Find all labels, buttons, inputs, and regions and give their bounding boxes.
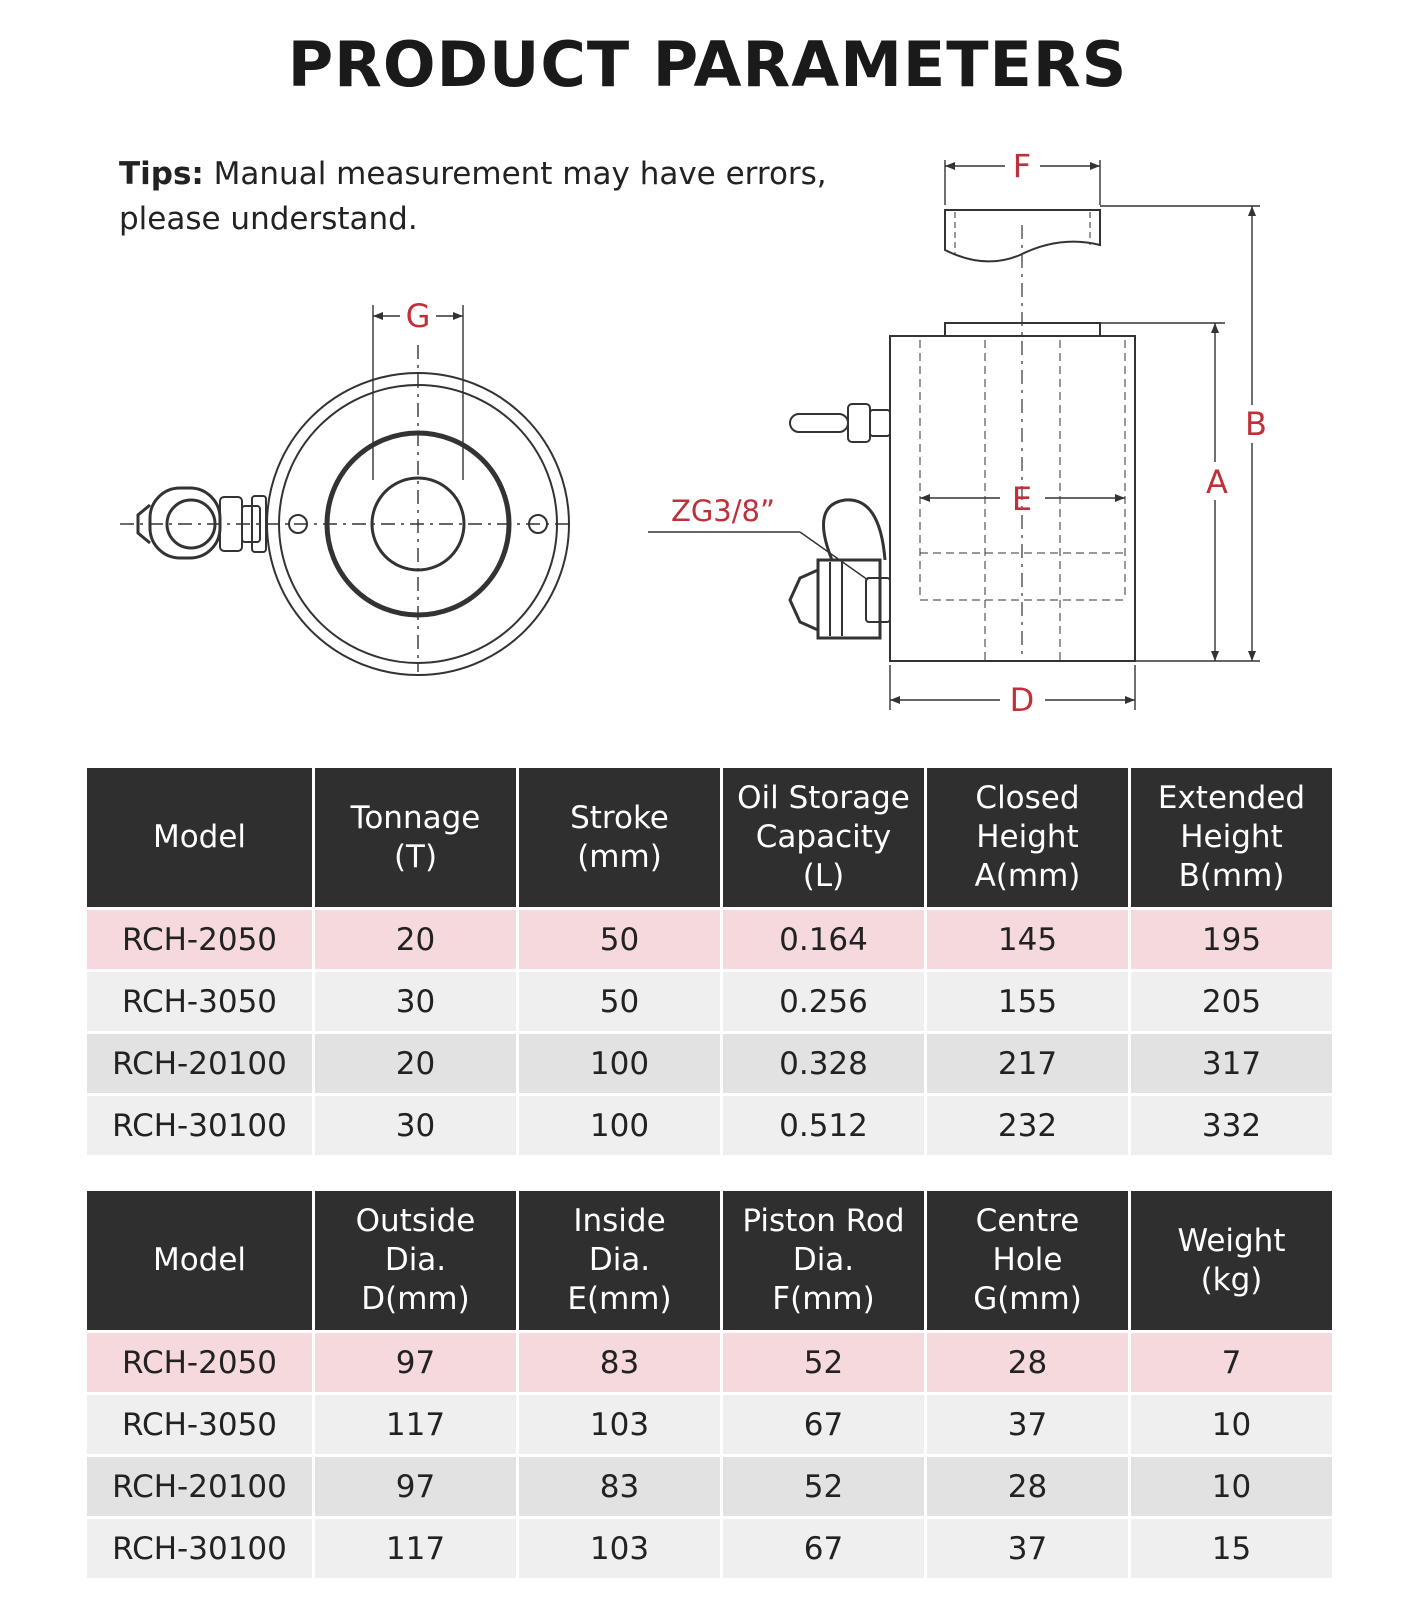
- table-cell: 232: [927, 1096, 1128, 1155]
- table-cell: 37: [927, 1395, 1128, 1454]
- table-cell: 15: [1131, 1519, 1332, 1578]
- column-header: [315, 1191, 516, 1330]
- table-cell: 97: [315, 1333, 516, 1392]
- model-cell: RCH-20100: [87, 1034, 312, 1093]
- model-cell: RCH-30100: [87, 1519, 312, 1578]
- table-cell: 67: [723, 1519, 924, 1578]
- column-header-line: Inside: [573, 1203, 666, 1239]
- table-row: [87, 910, 1332, 969]
- column-header-line: G(mm): [973, 1281, 1082, 1317]
- table-cell: 10: [1131, 1457, 1332, 1516]
- column-header-line: B(mm): [1178, 858, 1285, 894]
- dim-label-e: E: [1011, 480, 1033, 518]
- column-header-line: Dia.: [588, 1242, 651, 1278]
- model-cell: RCH-2050: [87, 1333, 312, 1392]
- table-cell: 117: [315, 1519, 516, 1578]
- column-header: [87, 768, 312, 907]
- column-header-line: Height: [1180, 819, 1283, 855]
- model-cell: RCH-2050: [87, 910, 312, 969]
- table-cell: 97: [315, 1457, 516, 1516]
- table-row: [87, 1519, 1332, 1578]
- table-cell: 205: [1131, 972, 1332, 1031]
- table-cell: 117: [315, 1395, 516, 1454]
- table-row: [87, 1034, 1332, 1093]
- table-cell: 100: [519, 1034, 720, 1093]
- table-cell: 0.256: [723, 972, 924, 1031]
- column-header-line: Piston Rod: [742, 1203, 905, 1239]
- table-cell: 30: [315, 1096, 516, 1155]
- column-header-line: A(mm): [974, 858, 1081, 894]
- table-cell: 332: [1131, 1096, 1332, 1155]
- column-header: [1131, 768, 1332, 907]
- table-cell: 83: [519, 1457, 720, 1516]
- column-header-line: (kg): [1200, 1261, 1263, 1298]
- column-header: [927, 1191, 1128, 1330]
- table-header-row: [87, 1191, 1332, 1330]
- table-row: [87, 1333, 1332, 1392]
- dim-label-g: G: [405, 297, 431, 335]
- column-header-line: D(mm): [361, 1281, 470, 1317]
- column-header-line: E(mm): [567, 1281, 672, 1317]
- table-cell: 7: [1131, 1333, 1332, 1392]
- table-cell: 30: [315, 972, 516, 1031]
- model-cell: RCH-30100: [87, 1096, 312, 1155]
- dim-label-b: B: [1245, 405, 1267, 443]
- table-cell: 52: [723, 1457, 924, 1516]
- column-header-line: Dia.: [384, 1242, 447, 1278]
- table-cell: 52: [723, 1333, 924, 1392]
- table-header-row: [87, 768, 1332, 907]
- column-header: [87, 1191, 312, 1330]
- table-cell: 317: [1131, 1034, 1332, 1093]
- column-header-line: Stroke: [570, 799, 669, 836]
- table-row: [87, 972, 1332, 1031]
- column-header-line: Model: [152, 819, 247, 855]
- column-header-line: Height: [976, 819, 1079, 855]
- table-cell: 28: [927, 1457, 1128, 1516]
- table-cell: 195: [1131, 910, 1332, 969]
- table-cell: 83: [519, 1333, 720, 1392]
- table-cell: 155: [927, 972, 1128, 1031]
- table-cell: 145: [927, 910, 1128, 969]
- table-cell: 100: [519, 1096, 720, 1155]
- column-header-line: Weight: [1177, 1222, 1286, 1259]
- column-header: [927, 768, 1128, 907]
- dimension-diagram: [0, 140, 1415, 740]
- model-cell: RCH-3050: [87, 1395, 312, 1454]
- table-cell: 103: [519, 1395, 720, 1454]
- table-cell: 0.328: [723, 1034, 924, 1093]
- table-row: [87, 1457, 1332, 1516]
- top-view-drawing: [120, 305, 570, 675]
- tips-text: Manual measurement may have errors, please understand.: [119, 156, 827, 237]
- column-header-line: Extended: [1157, 780, 1306, 816]
- tips-label: Tips:: [119, 156, 204, 192]
- table-cell: 67: [723, 1395, 924, 1454]
- table-row: [87, 1096, 1332, 1155]
- model-cell: RCH-20100: [87, 1457, 312, 1516]
- table-cell: 50: [519, 910, 720, 969]
- dim-label-f: F: [1012, 147, 1032, 185]
- table-cell: 0.164: [723, 910, 924, 969]
- table-cell: 20: [315, 910, 516, 969]
- column-header-line: F(mm): [772, 1281, 875, 1317]
- column-header-line: (T): [393, 838, 438, 875]
- column-header-line: Oil Storage: [737, 780, 910, 816]
- page-title: PRODUCT PARAMETERS: [287, 28, 1128, 101]
- table-row: [87, 1395, 1332, 1454]
- column-header: [723, 768, 924, 907]
- table-cell: 50: [519, 972, 720, 1031]
- column-header-line: Hole: [992, 1242, 1063, 1278]
- table-cell: 0.512: [723, 1096, 924, 1155]
- table-cell: 20: [315, 1034, 516, 1093]
- column-header: [1131, 1191, 1332, 1330]
- model-cell: RCH-3050: [87, 972, 312, 1031]
- column-header-line: Dia.: [792, 1242, 855, 1278]
- port-label-zg: ZG3/8”: [670, 494, 776, 528]
- column-header-line: Centre: [975, 1203, 1080, 1239]
- table-cell: 103: [519, 1519, 720, 1578]
- spec-table-heights: [84, 765, 1335, 1158]
- table-cell: 217: [927, 1034, 1128, 1093]
- table-cell: 28: [927, 1333, 1128, 1392]
- table-cell: 37: [927, 1519, 1128, 1578]
- column-header-line: Model: [152, 1242, 247, 1278]
- table-cell: 10: [1131, 1395, 1332, 1454]
- dim-label-a: A: [1206, 463, 1228, 501]
- column-header: [519, 1191, 720, 1330]
- column-header: [723, 1191, 924, 1330]
- spec-table-dimensions: [84, 1188, 1335, 1581]
- column-header-line: (mm): [577, 838, 662, 875]
- column-header-line: (L): [802, 858, 845, 894]
- column-header-line: Tonnage: [350, 799, 481, 836]
- column-header: [315, 768, 516, 907]
- column-header-line: Closed: [975, 780, 1080, 816]
- column-header: [519, 768, 720, 907]
- side-view-drawing: [648, 160, 1260, 710]
- dim-label-d: D: [1009, 681, 1035, 719]
- column-header-line: Outside: [355, 1203, 476, 1239]
- column-header-line: Capacity: [755, 819, 892, 855]
